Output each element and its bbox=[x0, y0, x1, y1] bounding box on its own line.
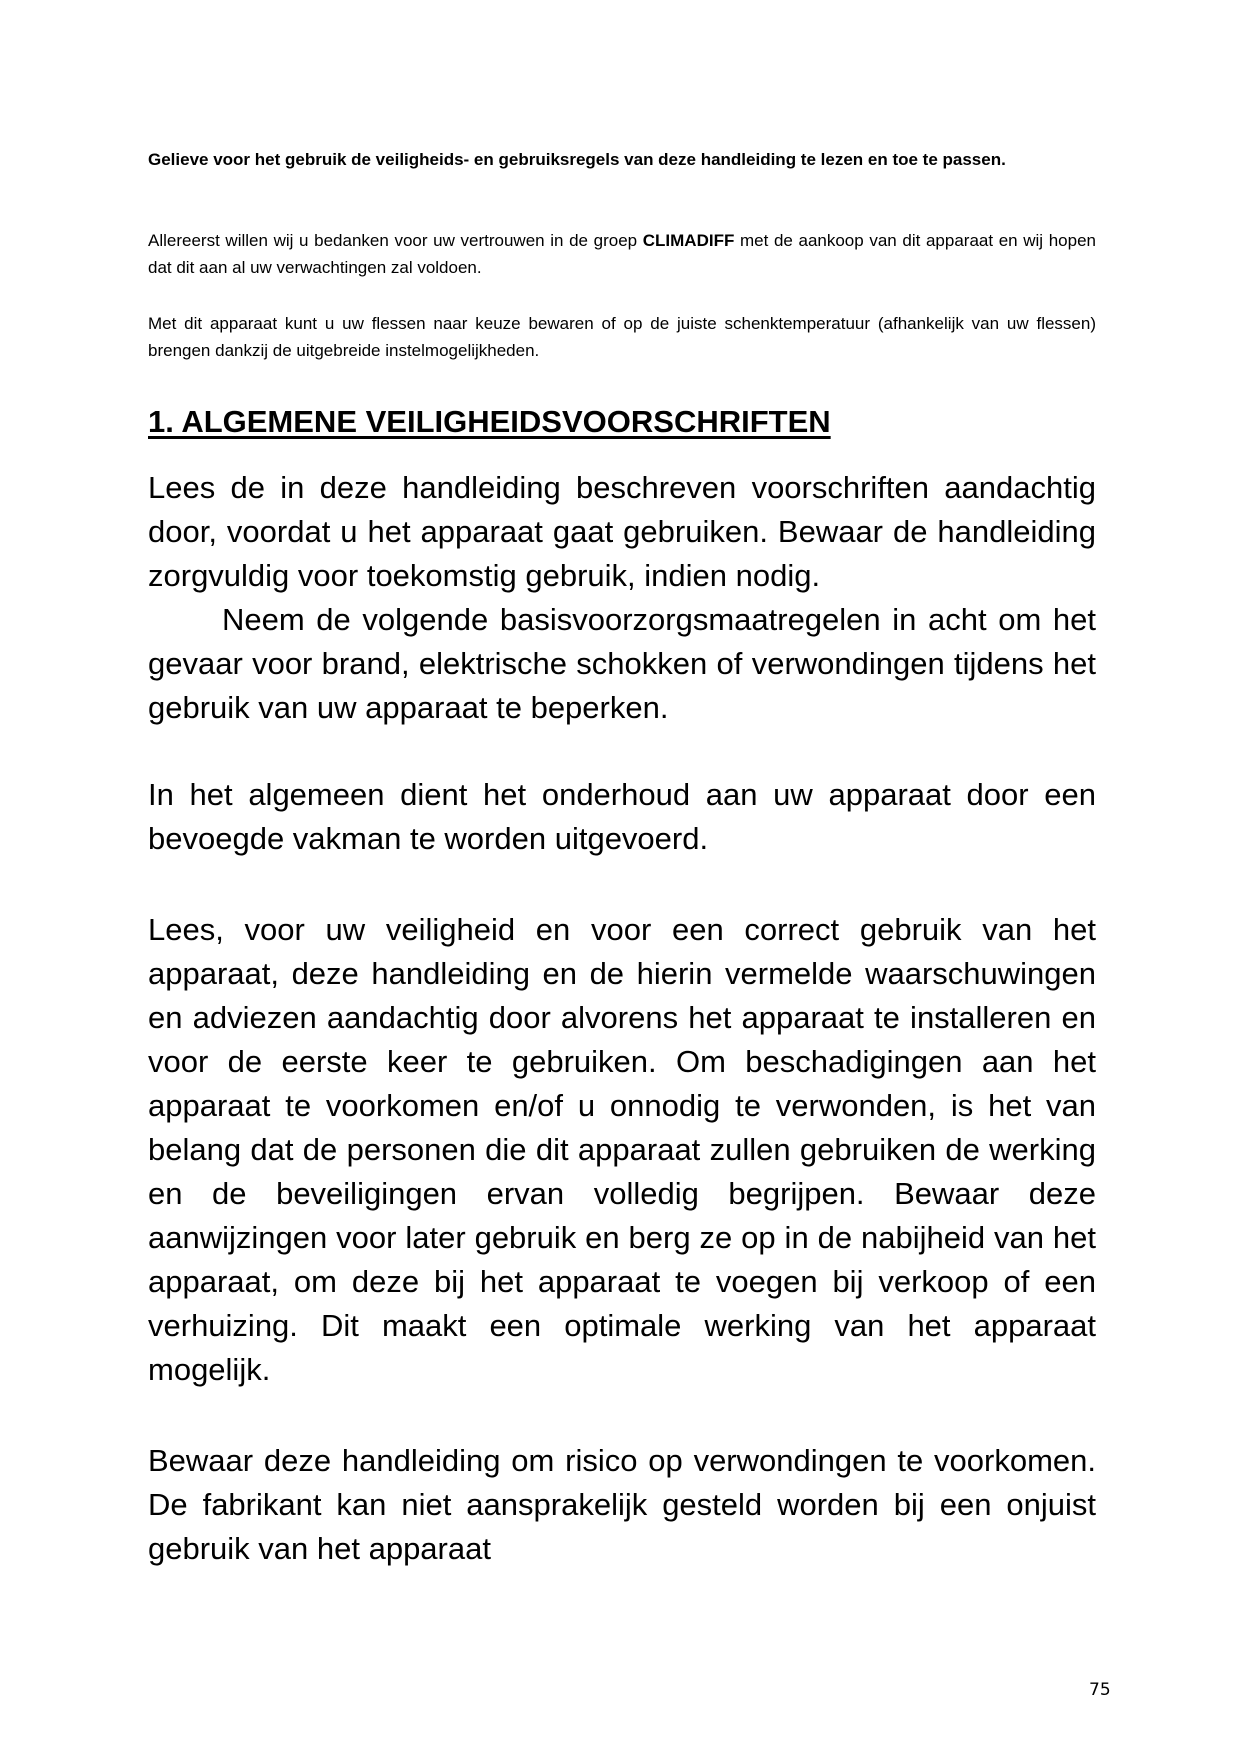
thanks-text-before: Allereerst willen wij u bedanken voor uw vertrouwen in de groep bbox=[148, 231, 643, 250]
thanks-text-after: met de aankoop van dit apparaat en wij hopen dat dit aan al uw verwachtingen zal voldoen. bbox=[148, 231, 1096, 277]
safety-paragraph-1b: Neem de volgende basisvoorzorgsmaatregelen in acht om het gevaar voor brand, elektrische schokken of verwondingen tijdens het gebruik van uw apparaat te beperken. bbox=[148, 602, 1096, 725]
purpose-paragraph: Met dit apparaat kunt u uw flessen naar keuze bewaren of op de juiste schenktemperatuur (afhankelijk van uw flessen) brengen dankzij de uitgebreide instelmogelijkheden. bbox=[148, 314, 1096, 360]
section-heading: 1. ALGEMENE VEILIGHEIDSVOORSCHRIFTEN bbox=[148, 404, 831, 439]
page-number: 75 bbox=[1089, 1680, 1111, 1700]
safety-paragraph-2: In het algemeen dient het onderhoud aan uw apparaat door een bevoegde vakman te worden uitgevoerd. bbox=[148, 777, 1096, 856]
safety-paragraph-1 bbox=[148, 466, 1096, 730]
usage-notice: Gelieve voor het gebruik de veiligheids- en gebruiksregels van deze handleiding te lezen en toe te passen. bbox=[148, 150, 1006, 169]
safety-paragraph-1a: Lees de in deze handleiding beschreven voorschriften aandachtig door, voordat u het apparaat gaat gebruiken. Bewaar de handleiding zorgvuldig voor toekomstig gebruik, indien nodig. bbox=[148, 470, 1096, 593]
safety-paragraph-3: Lees, voor uw veiligheid en voor een correct gebruik van het apparaat, deze handleiding en de hierin vermelde waarschuwingen en adviezen aandachtig door alvorens het apparaat te installeren en voor de eerste keer te gebruiken. Om beschadigingen aan het apparaat te voorkomen en/of u onnodig te verwonden, is het van belang dat de personen die dit apparaat zullen gebruiken de werking en de beveiligingen ervan volledig begrijpen. Bewaar deze aanwijzingen voor later gebruik en berg ze op in de nabijheid van het apparaat, om deze bij het apparaat te voegen bij verkoop of een verhuizing. Dit maakt een optimale werking van het apparaat mogelijk. bbox=[148, 912, 1096, 1387]
thanks-paragraph bbox=[148, 227, 1096, 281]
safety-paragraph-4: Bewaar deze handleiding om risico op verwondingen te voorkomen. De fabrikant kan niet aansprakelijk gesteld worden bij een onjuist gebruik van het apparaat bbox=[148, 1443, 1096, 1566]
brand-name: CLIMADIFF bbox=[642, 231, 735, 250]
